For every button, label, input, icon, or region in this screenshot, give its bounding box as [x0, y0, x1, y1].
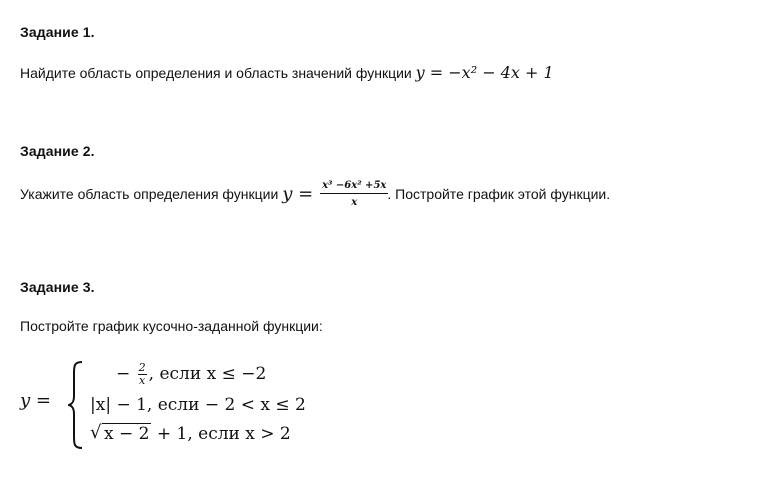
case3-radicand: x − 2 — [104, 424, 150, 444]
task1-formula: y = −x² − 4x + 1 — [415, 63, 554, 82]
left-brace-icon — [68, 360, 84, 450]
case1-minus: − — [116, 364, 131, 384]
case1-condition: , если x ≤ −2 — [148, 364, 267, 384]
task2-numerator: x³ −6x² +5x — [320, 180, 388, 194]
case1-denominator: x — [139, 374, 146, 387]
task2-statement: Укажите область определения функции — [20, 186, 279, 202]
task2-formula-lhs: y = — [282, 183, 314, 205]
case1-numerator: 2 — [138, 361, 146, 374]
piecewise-case-1 — [116, 362, 266, 387]
task2-denominator: x — [351, 197, 358, 208]
task3-statement: Постройте график кусочно-заданной функции: — [20, 318, 323, 334]
piecewise-case-2: |x| − 1, если − 2 < x ≤ 2 — [90, 395, 306, 415]
piecewise-function — [20, 360, 350, 450]
case3-condition: + 1, если x > 2 — [151, 424, 291, 444]
task2-heading: Задание 2. — [20, 143, 95, 159]
sqrt-icon: √ x − 2 — [90, 422, 150, 444]
task1-text — [20, 63, 554, 82]
task3-heading: Задание 3. — [20, 279, 95, 295]
task1-statement: Найдите область определения и область значений функции — [20, 65, 412, 81]
task2-statement-end: . Постройте график этой функции. — [387, 186, 611, 202]
task2-fraction — [320, 180, 388, 208]
piecewise-case-3 — [90, 424, 291, 444]
piecewise-lhs: y = — [20, 390, 51, 411]
case1-fraction — [138, 362, 147, 387]
task2-text — [20, 180, 610, 208]
task1-heading: Задание 1. — [20, 24, 95, 40]
